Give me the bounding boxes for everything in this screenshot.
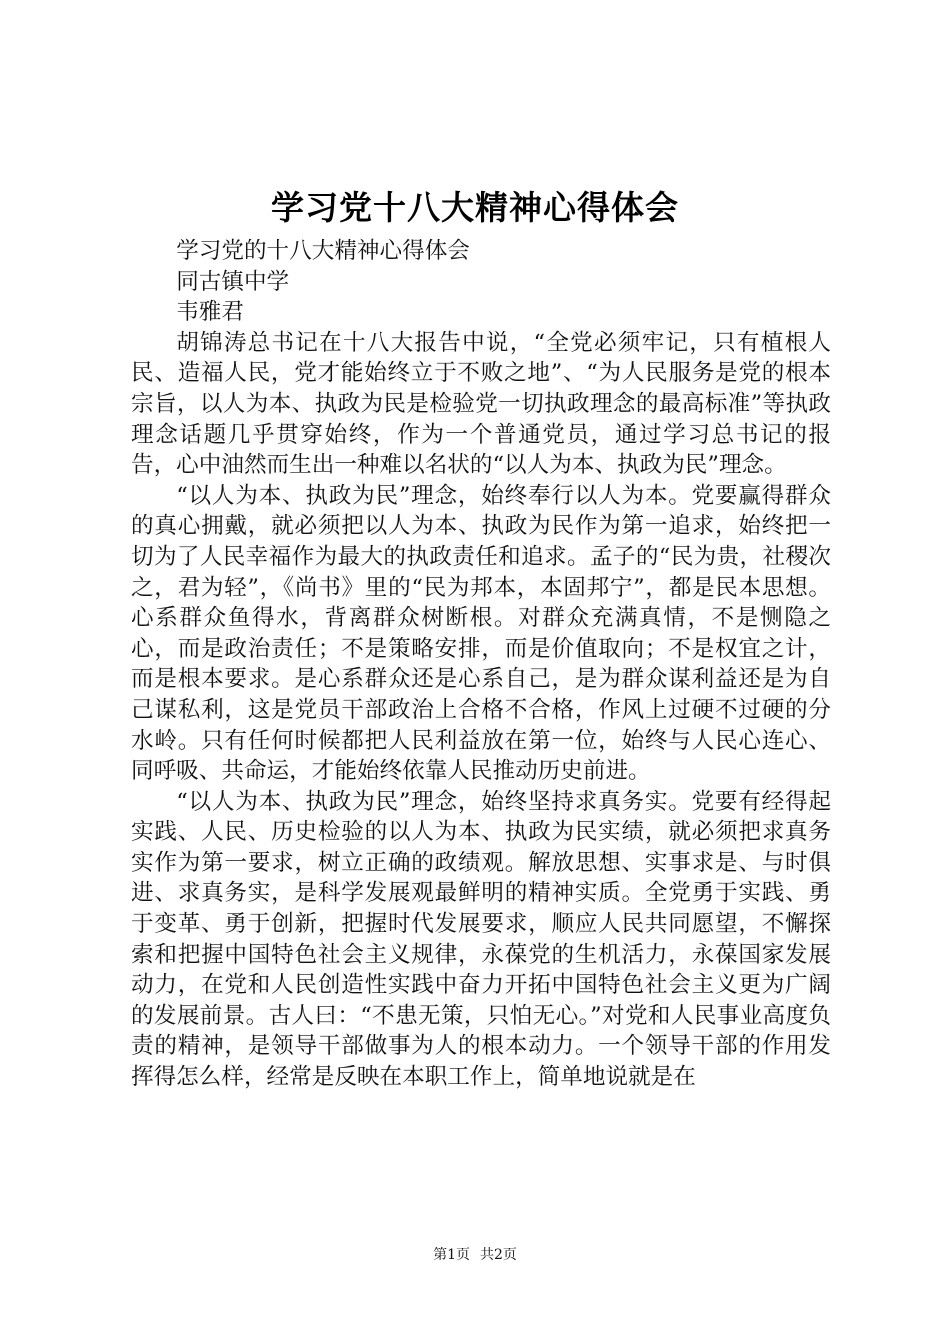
page-number-current: 第1页 [433, 1247, 470, 1263]
author-name-line: 韦雅君 [176, 299, 244, 326]
document-title: 学习党十八大精神心得体会 [271, 188, 679, 227]
body-paragraph-1: 胡锦涛总书记在十八大报告中说，“全党必须牢记，只有植根人民、造福人民，党才能始终立于不败之地”、“为人民服务是党的根本宗旨，以人为本、执政为民是检验党一切执政理念的最高标准”等执政理念话题几乎贯穿始终，作为一个普通党员，通过学习总书记的报告，心中油然而生出一种难以名状的“以人为本、执政为民”理念。 [131, 329, 831, 479]
body-paragraph-2: “以人为本、执政为民”理念，始终奉行以人为本。党要赢得群众的真心拥戴，就必须把以人为本、执政为民作为第一追求，始终把一切为了人民幸福作为最大的执政责任和追求。孟子的“民为贵，社稷次之，君为轻”，《尚书》里的“民为邦本，本固邦宁”，都是民本思想。心系群众鱼得水，背离群众树断根。对群众充满真情，不是恻隐之心，而是政治责任；不是策略安排，而是价值取向；不是权宜之计，而是根本要求。是心系群众还是心系自己，是为群众谋利益还是为自己谋私利，这是党员干部政治上合格不合格，作风上过硬不过硬的分水岭。只有任何时候都把人民利益放在第一位，始终与人民心连心、同呼吸、共命运，才能始终依靠人民推动历史前进。 [131, 482, 831, 785]
page-number-total: 共2页 [480, 1247, 517, 1263]
subtitle-line: 学习党的十八大精神心得体会 [176, 238, 470, 264]
document-body [131, 236, 831, 1093]
school-name-line: 同古镇中学 [176, 268, 290, 295]
page-footer [0, 1246, 950, 1264]
body-paragraph-3: “以人为本、执政为民”理念，始终坚持求真务实。党要有经得起实践、人民、历史检验的以人为本、执政为民实绩，就必须把求真务实作为第一要求，树立正确的政绩观。解放思想、实事求是、与时俱进、求真务实，是科学发展观最鲜明的精神实质。全党勇于实践、勇于变革、勇于创新，把握时代发展要求，顺应人民共同愿望，不懈探索和把握中国特色社会主义规律，永葆党的生机活力，永葆国家发展动力，在党和人民创造性实践中奋力开拓中国特色社会主义更为广阔的发展前景。古人曰：“不患无策，只怕无心。”对党和人民事业高度负责的精神，是领导干部做事为人的根本动力。一个领导干部的作用发挥得怎么样，经常是反映在本职工作上，简单地说就是在 [131, 788, 831, 1091]
